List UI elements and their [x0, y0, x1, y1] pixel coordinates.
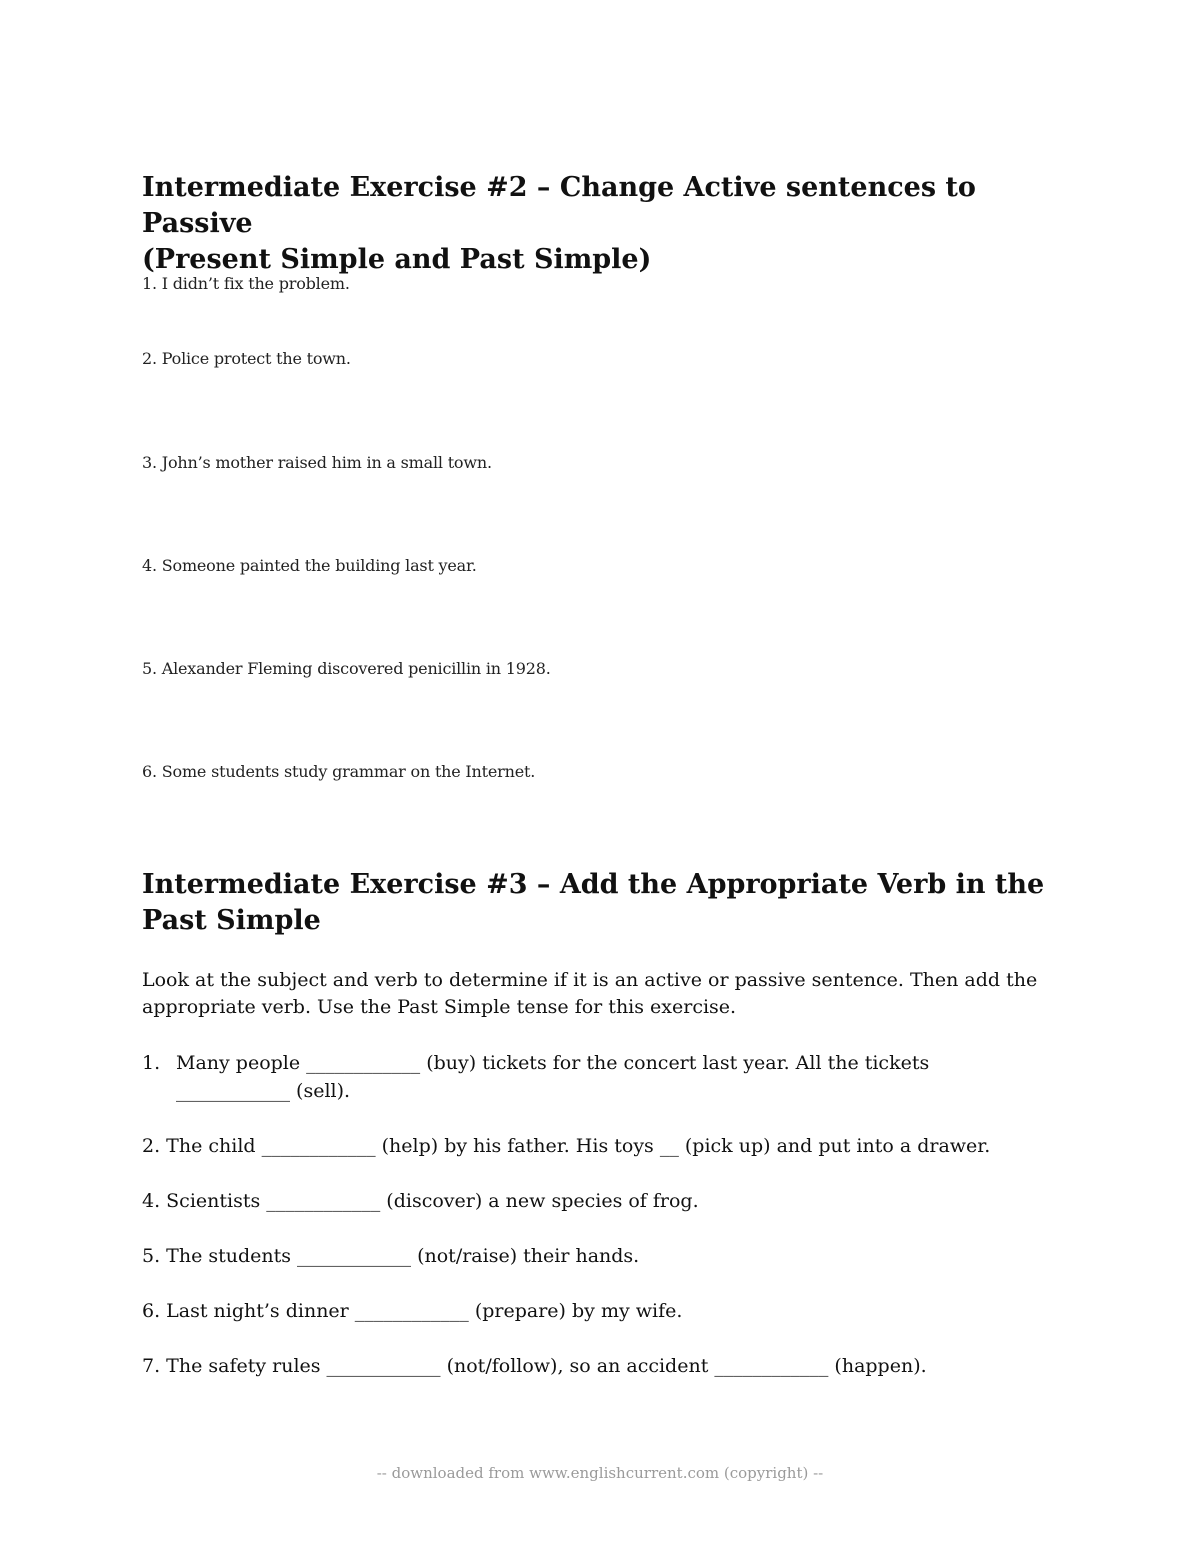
exercise-2-question: 3. John’s mother raised him in a small town. [142, 453, 492, 472]
exercise-2-title-line-2: (Present Simple and Past Simple) [142, 244, 652, 275]
exercise-2-question: 6. Some students study grammar on the Internet. [142, 762, 536, 781]
exercise-2-title-line-1: Intermediate Exercise #2 – Change Active sentences to Passive [142, 172, 976, 239]
exercise-3-title-line-2: Past Simple [142, 905, 321, 936]
item-number: 1. [142, 1052, 161, 1074]
exercise-2-question: 1. I didn’t fix the problem. [142, 274, 350, 293]
instruction-line-1: Look at the subject and verb to determine if it is an active or passive sentence. Then add the [142, 969, 1038, 991]
exercise-3-item: 2. The child ____________ (help) by his father. His toys __ (pick up) and put into a drawer. [142, 1135, 991, 1157]
exercise-2-question: 4. Someone painted the building last year. [142, 556, 477, 575]
exercise-3-title-line-1: Intermediate Exercise #3 – Add the Appropriate Verb in the [142, 869, 1045, 900]
exercise-2-question: 2. Police protect the town. [142, 349, 351, 368]
item-text-line-2: ____________ (sell). [176, 1080, 351, 1102]
exercise-3-item: 4. Scientists ____________ (discover) a new species of frog. [142, 1190, 699, 1212]
exercise-2-heading [142, 170, 1082, 278]
item-text-line-1: Many people ____________ (buy) tickets for the concert last year. All the tickets [176, 1052, 930, 1074]
exercise-3-item: 7. The safety rules ____________ (not/follow), so an accident ____________ (happen). [142, 1355, 927, 1377]
exercise-3-instructions [142, 967, 1082, 1021]
instruction-line-2: appropriate verb. Use the Past Simple tense for this exercise. [142, 996, 737, 1018]
exercise-3-item: 5. The students ____________ (not/raise) their hands. [142, 1245, 640, 1267]
exercise-3-item [142, 1049, 929, 1105]
download-footer: -- downloaded from www.englishcurrent.com (copyright) -- [376, 1464, 824, 1482]
exercise-2-question: 5. Alexander Fleming discovered penicillin in 1928. [142, 659, 551, 678]
exercise-3-heading [142, 867, 1082, 939]
exercise-3-item: 6. Last night’s dinner ____________ (prepare) by my wife. [142, 1300, 683, 1322]
